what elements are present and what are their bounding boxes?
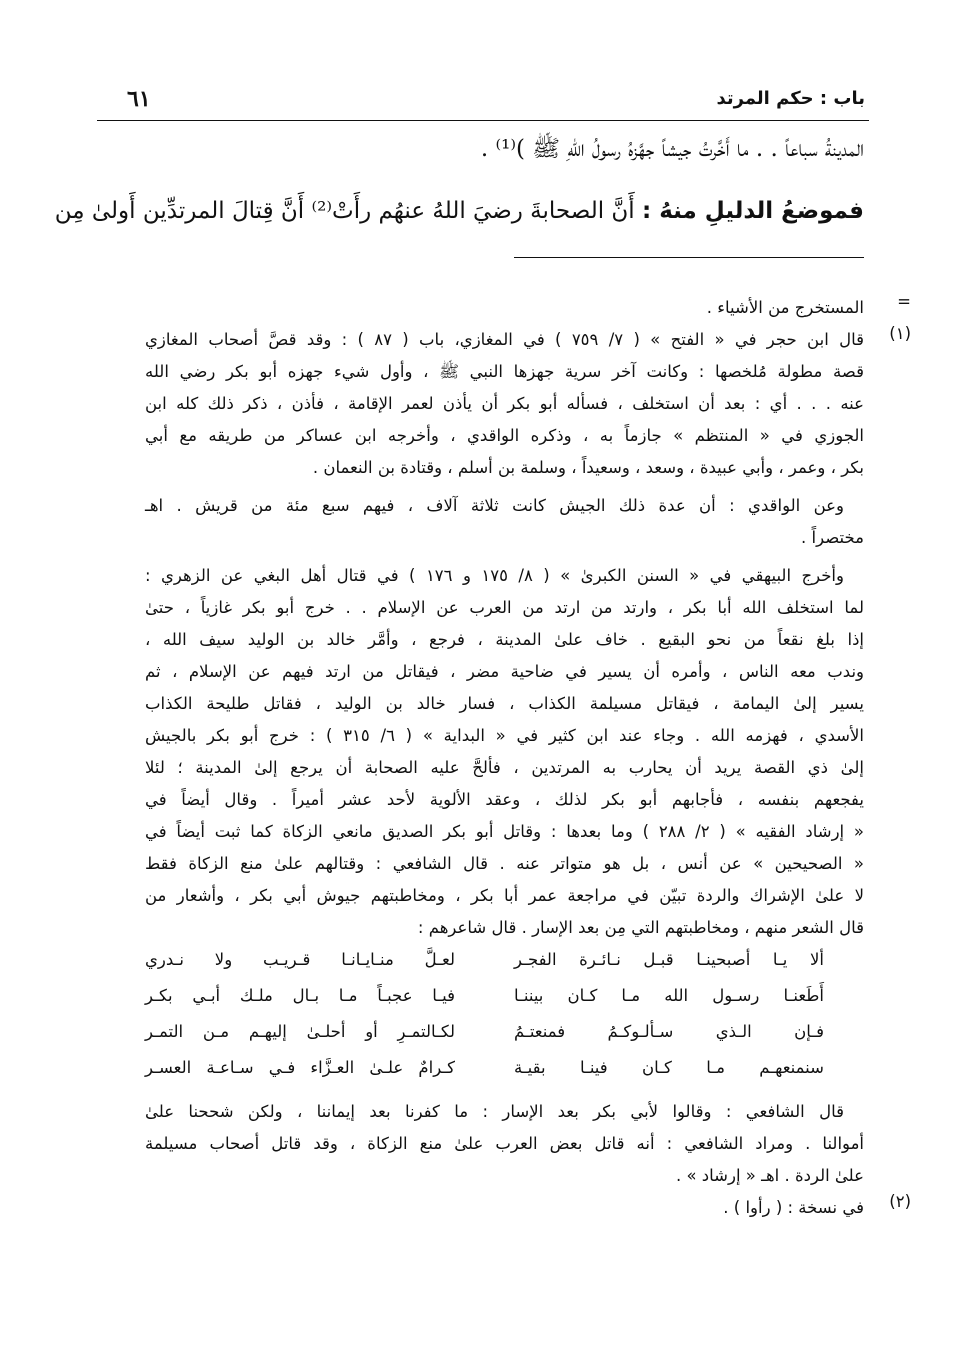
main-text-line: المدينةُ سباعاً . . ما أَخَّرتُ جيشاً جهَّزهُ رسولُ اللهِ ﷺ )⁽¹⁾ .	[480, 136, 864, 162]
note-line: في نسخة : ( رأوا ) .	[723, 1198, 864, 1217]
note-line: إلىٰ ذي القصة يريد أن يحارب به المرتدين ، فألحَّ عليه الصحابة أن يرجع إلىٰ المدينة ؛ لئلا	[145, 758, 864, 777]
poem-hemistich: ألا يـا أصبحينـا قبـل نـائـرة الفجـر	[514, 950, 824, 969]
note-line: وأخرج البيهقي في « السنن الكبرىٰ » ( ٨/ ١٧٥ و ١٧٦ ) في قتال أهل البغي عن الزهري :	[145, 566, 844, 585]
note-line: الأسدي ، فهزمه الله . وجاء عند ابن كثير في « البداية » ( ٦/ ٣١٥ ) : خرج أبو بكر بالجيش	[145, 726, 864, 745]
footnote-marker: (٢)	[889, 1192, 911, 1211]
evidence-text: أَنَّ الصحابةَ رضيَ اللهُ عنهُم رأَتْ⁽²⁾ أَنَّ قِتالَ المرتدِّين أَولىٰ مِن	[54, 198, 635, 224]
poem-hemistich: لكـالتمـرِ أو أحلـىٰ إليهـم مـن التمـر	[145, 1022, 455, 1041]
poem-hemistich: فـإن الـذي سـألـوكـمُ فمنعتـمُ	[514, 1022, 824, 1041]
note-line: قصة مطولة مُلخصها : وكانت آخر سرية جهزها النبي ﷺ ، وأول شيء جهزه أبو بكر رضي الله	[145, 362, 864, 381]
note-line: الجوزي في « المنتظم » جازماً به ، وذكره الواقدي ، وأخرجه ابن عساكر من طريقه مع أبي	[145, 426, 864, 445]
footnote-2	[145, 1192, 911, 1224]
note-line: علىٰ الردة . اهـ « إرشاد » .	[675, 1166, 864, 1185]
note-line: قال الشافعي : وقالوا لأبي بكر بعد الإسار : ما كفرنا بعد إيماننا ، ولكن شححنا علىٰ	[145, 1102, 844, 1121]
note-line: يفجعهم بنفسه ، فأجابهم أبو بكر لذلك ، وعقد الألوية لأحد عشر أميراً . وقال أيضاً في	[145, 790, 864, 809]
main-text-line	[54, 198, 864, 224]
evidence-heading: فموضعُ الدليلِ منهُ :	[642, 198, 864, 224]
poem-hemistich: سنمنعهـم مـا كـان فينـا بقيـة	[514, 1058, 824, 1077]
poem-hemistich: كـرامٌ علـىٰ العـزَّاء فـي سـاعـة العسـر	[145, 1058, 455, 1077]
poem-hemistich: لعـلَّ منـايـانـا قـريـب ولا نـدري	[145, 950, 455, 969]
note-line: « إرشاد الفقيه » ( ٢/ ٢٨٨ ) وما بعدها : وقاتل أبو بكر الصديق مانعي الزكاة كما ثبت أيضاً في	[145, 822, 865, 841]
note-line: يسير إلىٰ اليمامة ، فيقاتل مسيلمة الكذاب ، فسار خالد بن الوليد ، فقاتل طليحة الكذاب	[145, 694, 864, 713]
note-line: عنه . . . أي : بعد أن استخلف ، فسأله أبو بكر أن يأذن لعمر الإقامة ، فأذن ، ذكر ذلك كله ابن	[145, 394, 864, 413]
note-line: وعن الواقدي : أن عدة ذلك الجيش كانت ثلاثة آلاف ، فيهم سبع مئة من قريش . اهـ	[145, 496, 844, 515]
chapter-title: باب : حكم المرتد	[716, 88, 865, 109]
note-line: أموالنا . ومراد الشافعي : أنه قاتل بعض العرب علىٰ منع الزكاة ، وقد قاتل أصحاب مسيلمة	[145, 1134, 864, 1153]
note-line: المستخرج من الأشياء .	[706, 298, 864, 317]
note-line: بكر ، وعمر ، وأبي عبيدة ، وسعد ، وسعيداً ، وسلمة بن أسلم ، وقتادة بن النعمان .	[312, 458, 864, 477]
poem-hemistich: أَطَعنـا رسـول الله مـا كـان بيننـا	[514, 986, 824, 1005]
note-line: إذا بلغ نقعاً من نحو البقيع . خاف علىٰ المدينة ، فرجع ، وأمَّر خالد بن الوليد سيف الله ،	[145, 630, 864, 649]
poem-hemistich: فيـا عجبـاً مـا بـال ملـك أبـي بكـر	[145, 986, 455, 1005]
page-number: ٦١	[127, 86, 151, 112]
note-line: مختصراً .	[801, 528, 864, 547]
note-line: وندب معه الناس ، وأمره أن يسير في ضاحية مضر ، فيقاتل من ارتد فيهم عن الإسلام ، ثم	[145, 662, 864, 681]
header-rule	[97, 120, 869, 121]
note-line: لما استخلف الله أبا بكر ، وارتد من ارتد من العرب عن الإسلام . . خرج أبو بكر غازياً ، حتىٰ	[145, 598, 864, 617]
continuation-note	[145, 292, 911, 324]
footnote-1	[145, 324, 911, 1192]
note-line: « الصحيحين » عن أنس ، بل هو متواتر عنه . قال الشافعي : وقتالهم علىٰ منع الزكاة فقط	[145, 854, 864, 873]
footnote-marker: (١)	[889, 324, 911, 343]
footnotes	[145, 292, 911, 1224]
note-line: قال الشعر منهم ، ومخاطبتهم التي مِن بعد الإسار . قال شاعرهم :	[417, 918, 864, 937]
page-header	[97, 88, 865, 118]
footnote-separator	[514, 257, 864, 258]
poem	[145, 948, 864, 1096]
continuation-marker: =	[897, 292, 911, 311]
note-line: قال ابن حجر في « الفتح » ( ٧/ ٧٥٩ ) في المغازي، باب ( ٨٧ ) : وقد قصَّ أصحاب المغازي	[145, 330, 864, 349]
note-line: لا علىٰ الإشراك والردة تبيّن في مراجعة عمر أبا بكر ، ومخاطبتهم جيوش أبي بكر ، وأشعار من	[145, 886, 864, 905]
